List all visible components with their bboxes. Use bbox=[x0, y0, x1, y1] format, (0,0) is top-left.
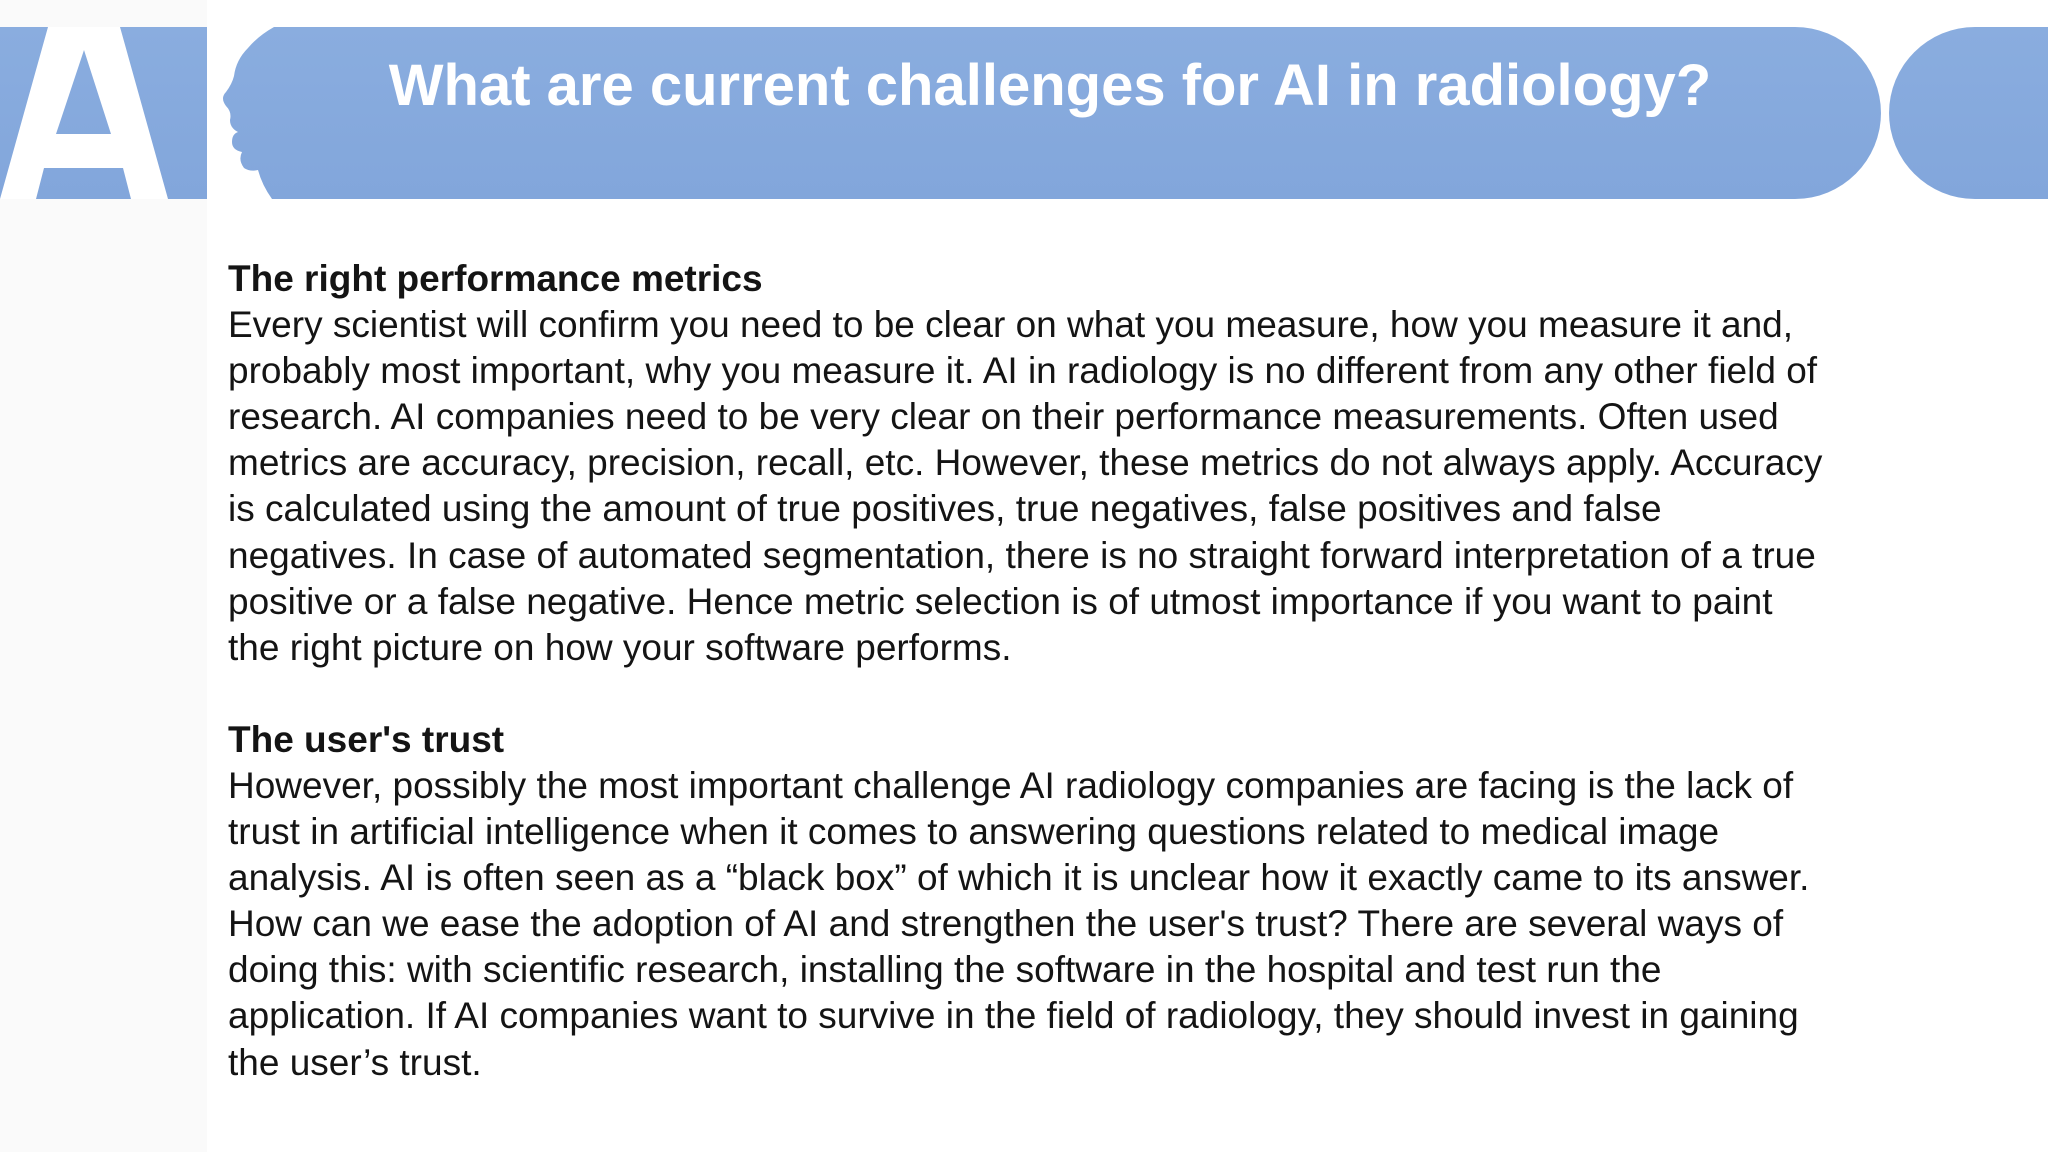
section-heading: The right performance metrics bbox=[228, 258, 763, 299]
section-users-trust bbox=[228, 717, 1908, 1086]
section-performance-metrics bbox=[228, 256, 1908, 671]
section-heading: The user's trust bbox=[228, 718, 505, 760]
section-paragraph: However, possibly the most important challenge AI radiology companies are facing is the lack of trust in artificial intelligence when it comes to answering questions related to medical image analysis. AI is often seen as a “black box” of which it is unclear how it exactly came to its answer. How can we ease the adoption of AI and strengthen the user's trust? There are several ways of doing this: with scientific research, installing the software in the hospital and test run the application. If AI companies want to survive in the field of radiology, they should invest in gaining the user’s trust. bbox=[228, 764, 1810, 1083]
right-edge-pill bbox=[1889, 27, 2048, 199]
slide-body bbox=[228, 256, 1908, 1086]
section-paragraph: Every scientist will confirm you need to be clear on what you measure, how you measure it and, probably most important, why you measure it. AI in radiology is no different from any other field of research. AI companies need to be very clear on their performance measurements. Often used metrics are accuracy, precision, recall, etc. However, these metrics do not always apply. Accuracy is calculated using the amount of true positives, true negatives, false positives and false negatives. In case of automated segmentation, there is no straight forward interpretation of a true positive or a false negative. Hence metric selection is of utmost importance if you want to paint the right picture on how your software performs. bbox=[228, 304, 1823, 668]
slide-title: What are current challenges for AI in radiology? bbox=[388, 53, 1712, 118]
